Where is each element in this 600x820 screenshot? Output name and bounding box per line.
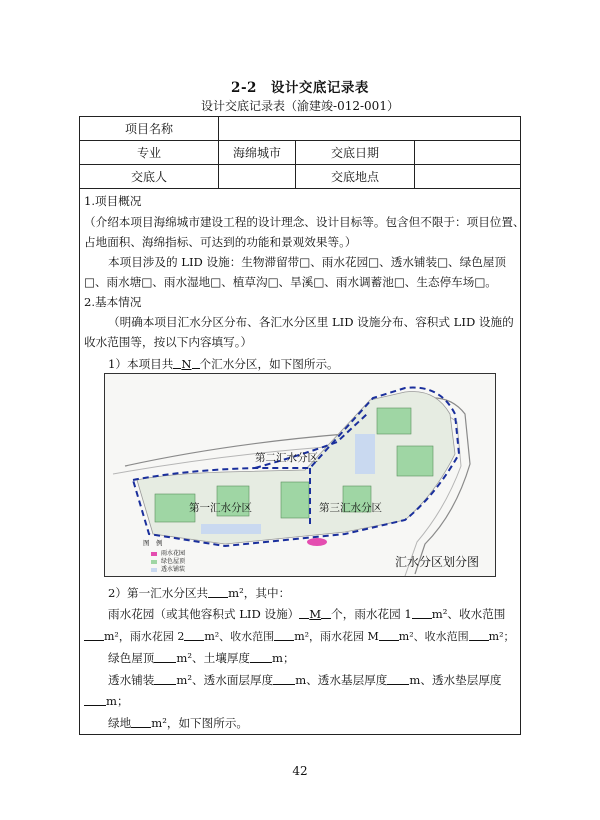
form-body — [80, 189, 525, 734]
zone1-label: 第一汇水分区 — [189, 502, 252, 514]
green-roof-block — [397, 446, 433, 476]
handover-date-value[interactable] — [415, 141, 520, 164]
green-roof-line — [108, 651, 295, 665]
rgM-catch-text: m²、收水范围 — [398, 630, 469, 643]
rg2-text: m²，雨水花园 2 — [104, 630, 185, 643]
handover-date-label: 交底日期 — [330, 146, 379, 160]
page-title: 2-2 设计交底记录表 — [231, 80, 369, 96]
map-caption: 汇水分区划分图 — [395, 555, 480, 569]
form-subtitle: 设计交底记录表（渝建竣-012-001） — [201, 99, 399, 113]
project-name-label: 项目名称 — [124, 122, 173, 136]
cushion-thickness-text: m、透水垫层厚度 — [409, 673, 502, 687]
greenland-line-end: m²，如下图所示。 — [151, 716, 249, 730]
rg2-catch-text: m²、收水范围 — [204, 630, 275, 643]
greenland-line — [108, 716, 248, 730]
catchment-map-drawing — [105, 374, 495, 576]
zone3-label: 第三汇水分区 — [319, 502, 382, 514]
catch2-blank[interactable] — [274, 629, 294, 641]
base-thickness-blank[interactable] — [387, 673, 409, 685]
record-form — [79, 116, 525, 735]
legend-title: 图 例 — [143, 539, 163, 547]
section1-intro-line2: 占地面积、海绵指标、可达到的功能和景观效果等。） — [84, 235, 357, 249]
zone1-area-prefix: 2）第一汇水分区共 — [108, 586, 209, 600]
section1-intro-line1: （介绍本项目海绵城市建设工程的设计理念、设计目标等。包含但不限于：项目位置、 — [84, 215, 525, 229]
catchment-map — [104, 373, 496, 577]
section1-heading: 1.项目概况 — [84, 194, 142, 208]
page-number: 42 — [292, 764, 308, 778]
legend-swatch-paving — [151, 568, 157, 572]
surface-thickness-text: m²、透水面层厚度 — [176, 673, 274, 687]
specialty-row — [80, 141, 520, 165]
rg2-area-blank[interactable] — [184, 629, 204, 641]
paving-text: 透水铺装 — [108, 673, 155, 687]
rain-garden-text-a: 雨水花园（或其他容积式 LID 设施） — [108, 607, 300, 621]
rgM-area-blank[interactable] — [379, 629, 399, 641]
rg-line-end: m²； — [488, 630, 515, 643]
permeable-paving-patch — [355, 434, 375, 474]
section2-heading: 2.基本情况 — [84, 295, 142, 309]
presenter-value[interactable] — [219, 165, 295, 188]
lid-facilities-line1: 本项目涉及的 LID 设施：生物滞留带□、雨水花园□、透水铺装□、绿色屋顶 — [108, 255, 507, 269]
green-roof-area-blank[interactable] — [154, 651, 176, 663]
handover-location-label: 交底地点 — [330, 170, 379, 184]
greenland-text: 绿地 — [108, 716, 132, 730]
paving-line — [108, 673, 502, 687]
green-roof-text: 绿色屋顶 — [108, 651, 155, 665]
rgM-text: m²，雨水花园 M — [294, 630, 379, 643]
soil-thickness-blank[interactable] — [250, 651, 272, 663]
soil-thickness-text: m²、土壤厚度 — [176, 651, 251, 665]
paving-line-end: m； — [106, 694, 129, 708]
paving-area-blank[interactable] — [154, 673, 176, 685]
rain-garden-line1 — [108, 607, 505, 621]
green-roof-block — [281, 482, 309, 518]
rain-garden-text-c: m²、收水范围 — [431, 607, 506, 621]
permeable-paving-patch — [201, 524, 261, 534]
green-roof-block — [377, 408, 411, 434]
specialty-value[interactable]: 海绵城市 — [232, 146, 281, 160]
presenter-label: 交底人 — [130, 170, 167, 184]
paving-line-cont — [84, 694, 129, 708]
base-thickness-text: m、透水基层厚度 — [295, 673, 388, 687]
catch1-blank[interactable] — [84, 629, 104, 641]
project-name-row — [80, 117, 520, 141]
legend-item-paving: 透水铺装 — [161, 566, 186, 573]
rain-garden-mark — [307, 538, 327, 546]
cushion-thickness-blank[interactable] — [84, 694, 106, 706]
green-roof-line-end: m； — [272, 651, 295, 665]
zone1-area-line — [108, 586, 290, 600]
legend-item-rain-garden: 雨水花园 — [161, 550, 186, 557]
section2-intro-line2: 收水范围等，按以下内容填写。） — [84, 335, 253, 349]
rain-garden-count[interactable]: M — [309, 607, 322, 621]
zone2-label: 第二汇水分区 — [255, 452, 318, 464]
surface-thickness-blank[interactable] — [273, 673, 295, 685]
catchM-blank[interactable] — [469, 629, 489, 641]
zone-count-prefix: 1）本项目共 — [108, 357, 174, 371]
zone-count-suffix: 个汇水分区，如下图所示。 — [199, 357, 339, 371]
handover-location-value[interactable] — [415, 165, 520, 188]
rain-garden-line2 — [84, 629, 514, 642]
zone-count-line — [108, 357, 339, 371]
zone1-area-suffix: m²，其中： — [228, 586, 291, 600]
zone1-area-blank[interactable] — [208, 586, 228, 598]
specialty-label: 专业 — [136, 146, 161, 160]
rain-garden-text-b: 个，雨水花园 1 — [331, 607, 412, 621]
legend-swatch-green-roof — [151, 560, 157, 564]
zone-count-value[interactable]: N — [181, 357, 192, 371]
section2-intro-line1: （明确本项目汇水分区分布、各汇水分区里 LID 设施分布、容积式 LID 设施的 — [108, 315, 514, 329]
rain-garden1-area-blank[interactable] — [412, 607, 432, 619]
legend-item-green-roof: 绿色屋顶 — [161, 558, 186, 565]
legend-swatch-rain-garden — [151, 552, 157, 556]
lid-facilities-line2: □、雨水塘□、雨水湿地□、植草沟□、旱溪□、雨水调蓄池□、生态停车场□。 — [84, 275, 497, 289]
greenland-area-blank[interactable] — [131, 716, 151, 728]
project-name-value[interactable] — [219, 117, 520, 140]
presenter-row — [80, 165, 520, 189]
